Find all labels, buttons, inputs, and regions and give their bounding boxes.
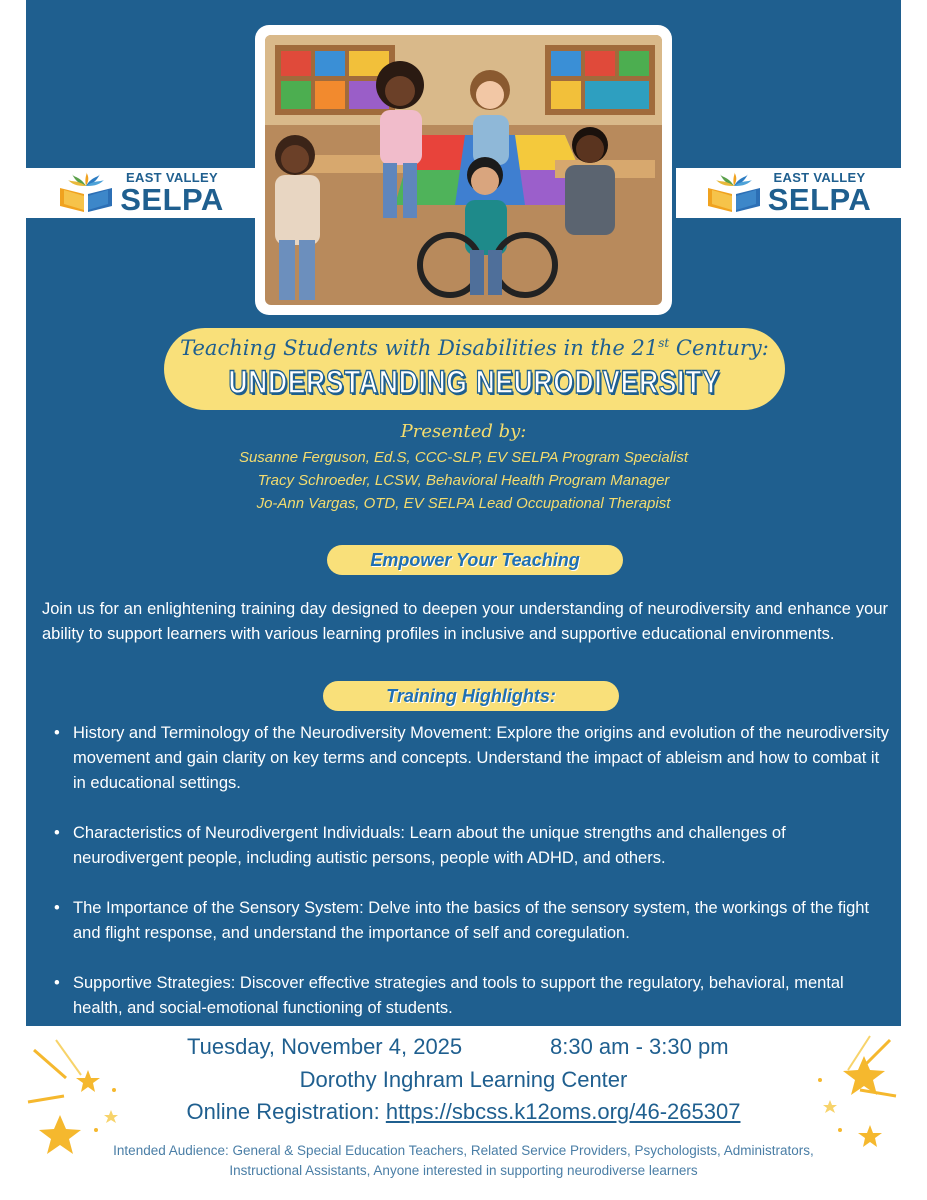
list-item: • History and Terminology of the Neurodiversity Movement: Explore the origins and evolution of the neurodiversity movement and gain clarity on key terms and concepts. Understand the impact of ableism and how to combat it in educational settings.: [50, 721, 890, 796]
audience-line: Intended Audience: General & Special Education Teachers, Related Service Providers, Psychologists, Administrators,: [113, 1143, 814, 1158]
intended-audience: [60, 1141, 867, 1181]
list-item: • The Importance of the Sensory System: Delve into the basics of the sensory system, the workings of the fight and flight response, and understand the importance of self and coregulation.: [50, 896, 890, 946]
list-item: • Supportive Strategies: Discover effective strategies and tools to support the regulatory, behavioral, mental health, and social-emotional functioning of students.: [50, 971, 890, 1021]
presenter-line: Jo-Ann Vargas, OTD, EV SELPA Lead Occupational Therapist: [256, 495, 671, 512]
event-time: 8:30 am - 3:30 pm: [550, 1034, 729, 1059]
highlights-heading: Training Highlights:: [386, 686, 556, 706]
registration-link[interactable]: https://sbcss.k12oms.org/46-265307: [385, 1099, 741, 1124]
logo-top-text: EAST VALLEY: [773, 170, 866, 185]
presented-by-heading: Presented by:: [400, 421, 527, 442]
intro-paragraph: Join us for an enlightening training day designed to deepen your understanding of neurodiversity and enhance your ability to support learners with various learning profiles in inclusive and supportive educational environments.: [42, 600, 888, 643]
open-book-icon: [706, 172, 762, 214]
title-subtitle: [164, 336, 785, 360]
highlights-list: [50, 721, 890, 1046]
star-burst-left-icon: [26, 1030, 146, 1170]
logo-top-text: EAST VALLEY: [126, 170, 218, 185]
empower-heading-pill: [327, 545, 623, 575]
star-burst-right-icon: [800, 1030, 900, 1170]
logo-band-right: [676, 168, 901, 218]
classroom-photo: [265, 35, 662, 305]
title-banner: [164, 328, 785, 410]
subtitle-text: Teaching Students with Disabilities in the 21: [180, 336, 659, 360]
subtitle-end-text: Century:: [669, 336, 769, 360]
page-title: UNDERSTANDING NEURODIVERSITY: [228, 364, 721, 400]
list-item: • Characteristics of Neurodivergent Individuals: Learn about the unique strengths and challenges of neurodivergent people, including autistic persons, people with ADHD, and others.: [50, 821, 890, 871]
subtitle-superscript: st: [658, 336, 670, 350]
classroom-photo-frame: [255, 25, 672, 315]
empower-heading: Empower Your Teaching: [370, 550, 580, 570]
logo-band-left: [26, 168, 256, 218]
classroom-illustration: [265, 35, 662, 305]
highlights-heading-pill: [323, 681, 619, 711]
open-book-icon: [58, 172, 114, 214]
audience-line: Instructional Assistants, Anyone interested in supporting neurodiverse learners: [229, 1163, 698, 1178]
event-venue: Dorothy Inghram Learning Center: [299, 1067, 628, 1092]
logo-name-text: SELPA: [767, 182, 872, 217]
event-date: Tuesday, November 4, 2025: [187, 1034, 463, 1059]
selpa-logo-right: [706, 171, 872, 215]
registration-label: Online Registration:: [186, 1099, 386, 1124]
presenter-line: Susanne Ferguson, Ed.S, CCC-SLP, EV SELPA Program Specialist: [238, 449, 689, 466]
selpa-logo-left: [58, 171, 224, 215]
presenter-line: Tracy Schroeder, LCSW, Behavioral Health Program Manager: [257, 472, 670, 489]
logo-name-text: SELPA: [120, 182, 224, 217]
